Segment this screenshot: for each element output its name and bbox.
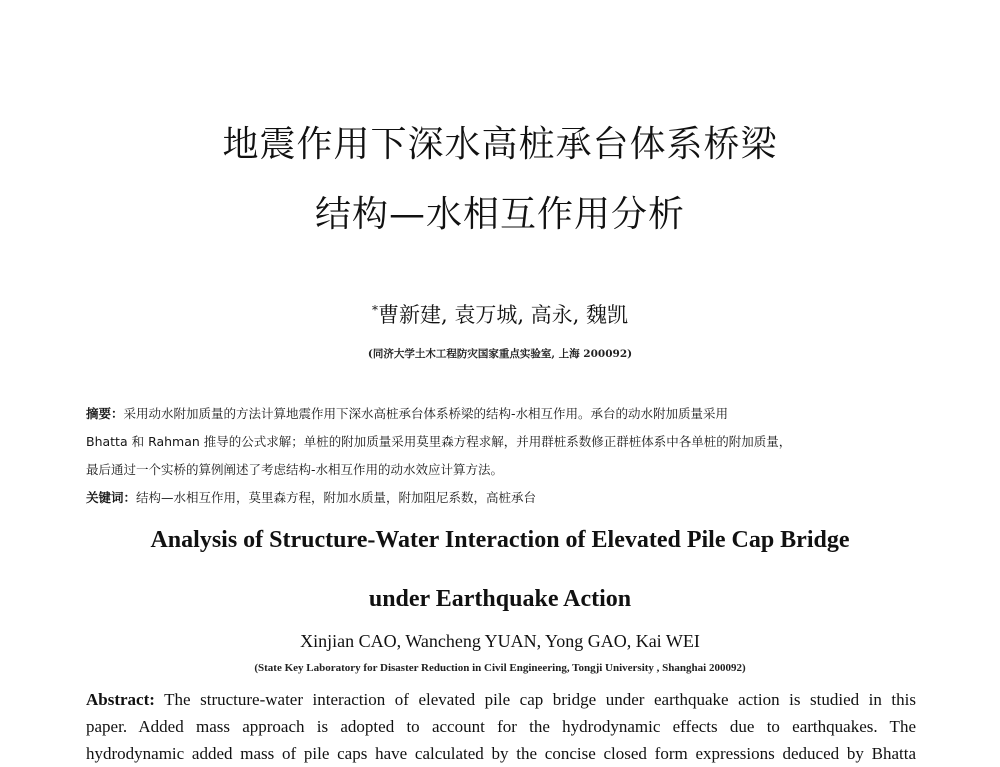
chinese-title-line-2: 结构—水相互作用分析 bbox=[314, 194, 685, 235]
chinese-authors bbox=[0, 299, 1000, 329]
chinese-author-names: 曹新建, 袁万城, 高永, 魏凯 bbox=[377, 303, 629, 327]
english-abstract bbox=[86, 686, 916, 767]
english-affiliation: (State Key Laboratory for Disaster Reduction in Civil Engineering, Tongji University , Shanghai 200092) bbox=[254, 662, 746, 674]
chinese-abstract-label: 摘要： bbox=[86, 406, 124, 421]
english-abstract-line-2: paper. Added mass approach is adopted to account for the hydrodynamic effects due to earthquakes. The bbox=[86, 717, 916, 736]
chinese-keywords-text: 结构—水相互作用，莫里森方程，附加水质量，附加阻尼系数，高桩承台 bbox=[136, 490, 537, 505]
english-title-line-2: under Earthquake Action bbox=[368, 586, 632, 612]
english-abstract-line-1 bbox=[86, 686, 916, 713]
chinese-keywords bbox=[86, 484, 916, 512]
english-abstract-label: Abstract: bbox=[86, 690, 155, 709]
english-abstract-line-3: hydrodynamic added mass of pile caps have calculated by the concise closed form expressions deduced by Bhatta bbox=[86, 744, 916, 763]
chinese-abstract-line-1 bbox=[86, 400, 916, 428]
chinese-affiliation: (同济大学土木工程防灾国家重点实验室, 上海 200092) bbox=[367, 348, 633, 360]
corresponding-author-marker: * bbox=[371, 303, 378, 317]
chinese-abstract-text-1: 采用动水附加质量的方法计算地震作用下深水高桩承台体系桥梁的结构-水相互作用。承台的动水附加质量采用 bbox=[123, 406, 729, 421]
chinese-title-line-1: 地震作用下深水高桩承台体系桥梁 bbox=[222, 124, 778, 165]
chinese-keywords-label: 关键词： bbox=[86, 490, 137, 505]
chinese-abstract-line-2: Bhatta 和 Rahman 推导的公式求解；单桩的附加质量采用莫里森方程求解，并用群桩系数修正群桩体系中各单桩的附加质量， bbox=[86, 434, 792, 449]
english-authors: Xinjian CAO, Wancheng YUAN, Yong GAO, Kai WEI bbox=[300, 631, 700, 651]
english-title-line-1: Analysis of Structure-Water Interaction of Elevated Pile Cap Bridge bbox=[150, 527, 850, 553]
chinese-abstract bbox=[86, 400, 916, 484]
chinese-abstract-line-3: 最后通过一个实桥的算例阐述了考虑结构-水相互作用的动水效应计算方法。 bbox=[86, 462, 504, 477]
english-abstract-text-1: The structure-water interaction of elevated pile cap bridge under earthquake action is studied in this bbox=[164, 690, 916, 709]
